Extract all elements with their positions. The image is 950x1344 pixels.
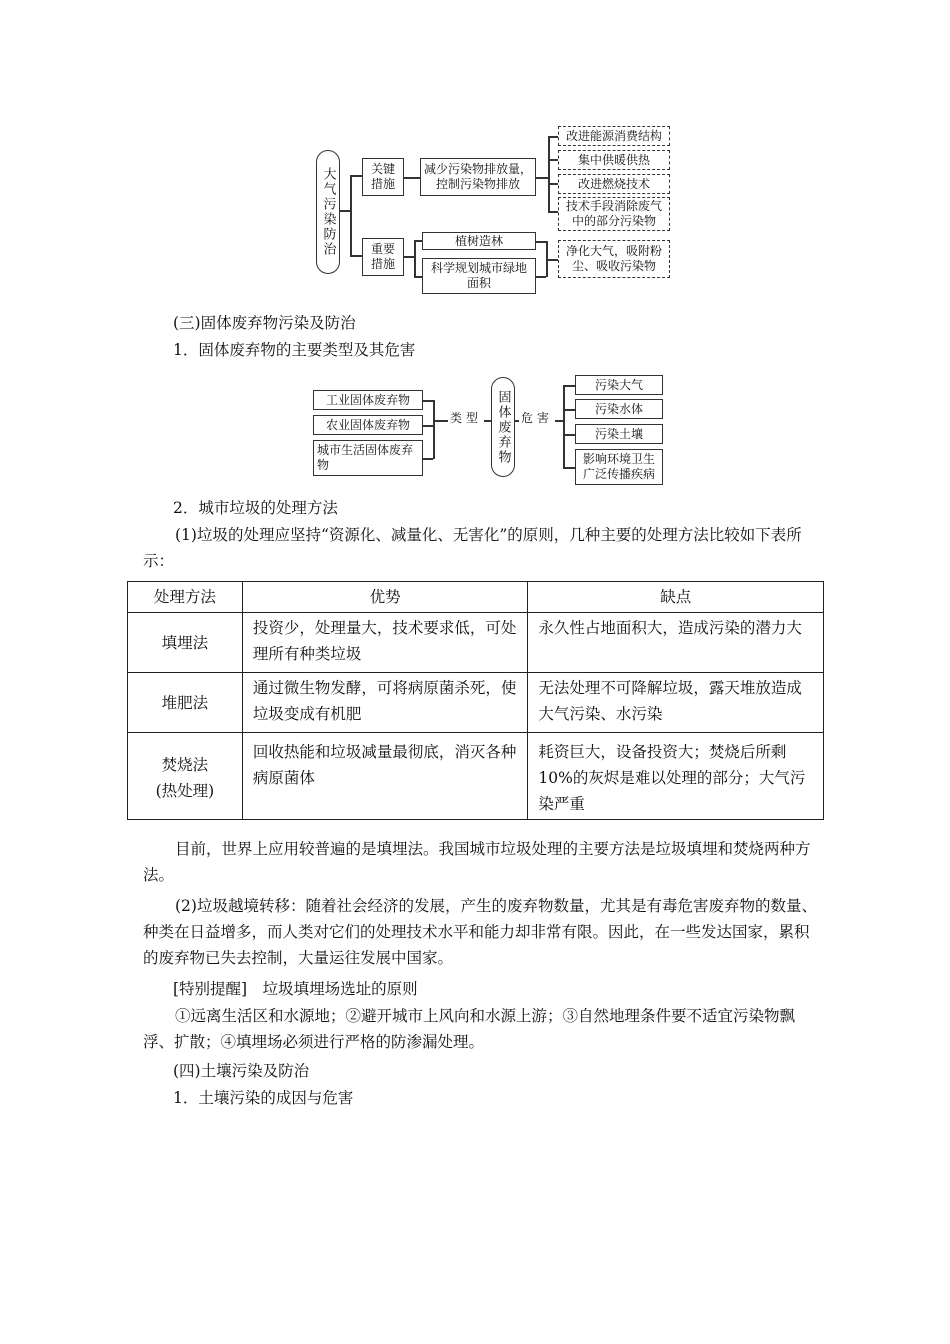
table-row — [128, 733, 824, 820]
paragraph-2: 目前，世界上应用较普遍的是填埋法。我国城市垃圾处理的主要方法是垃圾填埋和焚烧两种方法。 — [143, 840, 811, 884]
diagram1-item-3: 改进燃烧技术 — [558, 174, 670, 194]
diagram1-branch2-item-1: 植树造林 — [422, 232, 536, 250]
reminder-heading: [特别提醒] 垃圾填埋场选址的原则 — [173, 980, 418, 998]
diagram2-harm-1: 污染大气 — [575, 375, 663, 395]
item2-heading: 2．城市垃圾的处理方法 — [173, 499, 338, 517]
paragraph-4: ①远离生活区和水源地；②避开城市上风向和水源上游；③自然地理条件要不适宜污染物飘浮、扩散；④填埋场必须进行严格的防渗漏处理。 — [143, 1007, 796, 1051]
table-header-row — [128, 582, 824, 613]
diagram1-branch1-label: 关键措施 — [362, 158, 404, 196]
method-name: 焚烧法 — [161, 756, 209, 774]
treatment-comparison-table — [127, 581, 824, 820]
table-cell-con: 无法处理不可降解垃圾，露天堆放造成大气污染、水污染 — [528, 673, 824, 733]
paragraph-3: (2)垃圾越境转移：随着社会经济的发展，产生的废弃物数量，尤其是有毒危害废弃物的数量、种类在日益增多，而人类对它们的处理技术水平和能力却非常有限。因此，在一些发达国家，累积的废弃物已失去控制，大量运往发展中国家。 — [143, 897, 817, 967]
diagram1-root: 大气污染防治 — [316, 150, 340, 274]
diagram1-branch2-item-2: 科学规划城市绿地面积 — [422, 258, 536, 294]
diagram1-branch2-label: 重要措施 — [362, 238, 404, 276]
diagram2-type-2: 农业固体废弃物 — [313, 415, 423, 435]
diagram2-harm-3: 污染土壤 — [575, 424, 663, 444]
table-cell-con: 永久性占地面积大，造成污染的潜力大 — [528, 613, 824, 673]
section3-heading: (三)固体废弃物污染及防治 — [173, 314, 356, 332]
table-cell-pro: 回收热能和垃圾减量最彻底，消灭各种病原菌体 — [242, 733, 528, 820]
table-cell-method — [128, 733, 243, 820]
table-header: 缺点 — [528, 582, 824, 613]
diagram2-type-1: 工业固体废弃物 — [313, 390, 423, 410]
table-cell-pro: 通过微生物发酵，可将病原菌杀死，使垃圾变成有机肥 — [242, 673, 528, 733]
paragraph-1: (1)垃圾的处理应坚持“资源化、减量化、无害化”的原则，几种主要的处理方法比较如下表所示： — [143, 526, 802, 570]
table-cell-method: 填埋法 — [128, 613, 243, 673]
diagram1-branch2-result: 净化大气，吸附粉尘、吸收污染物 — [558, 240, 670, 278]
diagram1-branch1-detail: 减少污染物排放量，控制污染物排放 — [420, 158, 536, 196]
table-row — [128, 613, 824, 673]
table-row — [128, 673, 824, 733]
table-header: 处理方法 — [128, 582, 243, 613]
diagram1-item-4: 技术手段消除废气中的部分污染物 — [558, 197, 670, 231]
item1-heading: 1．固体废弃物的主要类型及其危害 — [173, 341, 416, 359]
method-note: (热处理) — [155, 782, 215, 800]
section4-heading: (四)土壤污染及防治 — [173, 1062, 310, 1080]
item3-heading: 1．土壤污染的成因与危害 — [173, 1089, 354, 1107]
table-header: 优势 — [242, 582, 528, 613]
diagram2-center: 固体废弃物 — [491, 377, 515, 477]
diagram2-harm-2: 污染水体 — [575, 399, 663, 419]
table-cell-pro: 投资少，处理量大，技术要求低，可处理所有种类垃圾 — [242, 613, 528, 673]
diagram2-types-label: 类型 — [450, 411, 483, 425]
diagram2-harm-4: 影响环境卫生广泛传播疾病 — [575, 449, 663, 485]
diagram2-type-3: 城市生活固体废弃物 — [313, 440, 423, 476]
diagram2-harm-label: 危害 — [521, 411, 554, 425]
table-cell-method: 堆肥法 — [128, 673, 243, 733]
diagram1-item-1: 改进能源消费结构 — [558, 126, 670, 146]
diagram1-item-2: 集中供暖供热 — [558, 150, 670, 170]
table-cell-con: 耗资巨大，设备投资大；焚烧后所剩10%的灰烬是难以处理的部分；大气污染严重 — [528, 733, 824, 820]
